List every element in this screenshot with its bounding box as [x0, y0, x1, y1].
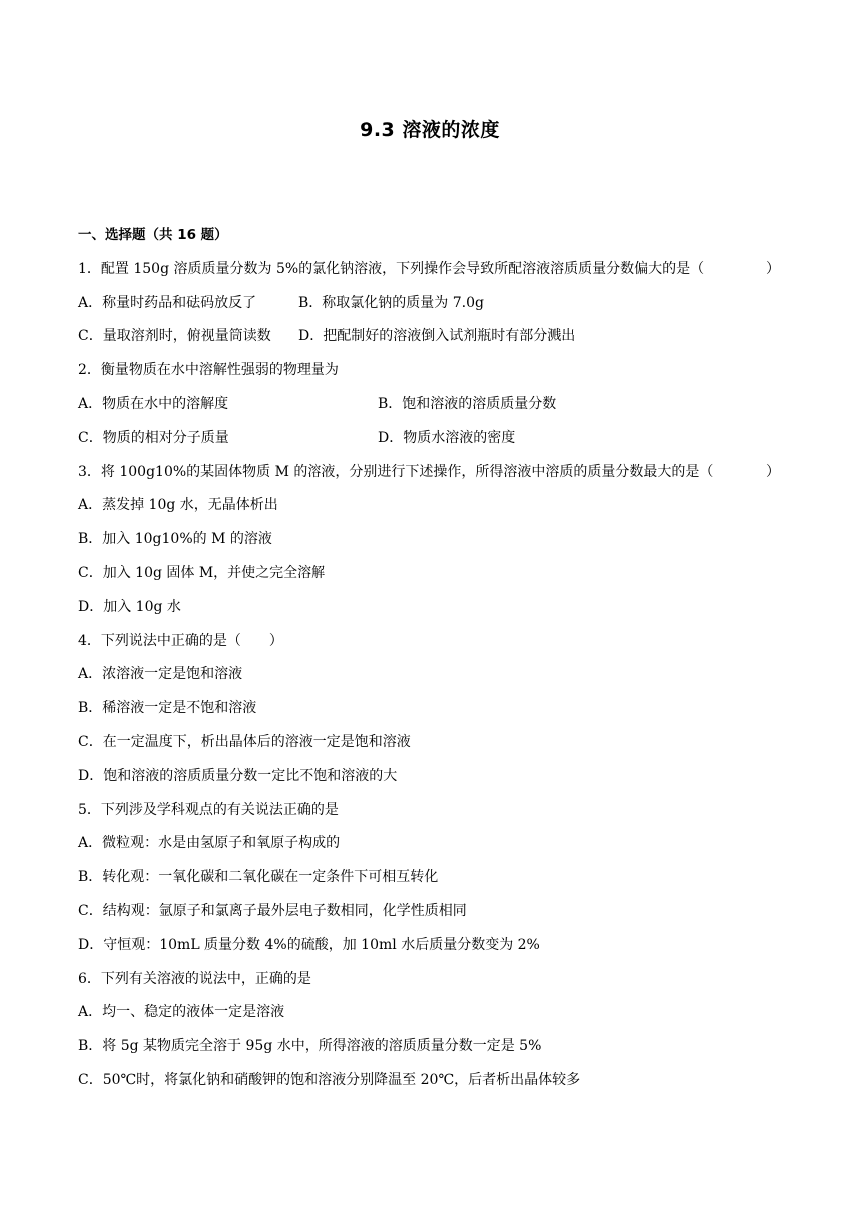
question-3-option-a: A．蒸发掉 10g 水，无晶体析出: [78, 497, 278, 514]
section-heading: 一、选择题（共 16 题）: [78, 227, 228, 243]
question-4-option-d: D．饱和溶液的溶质质量分数一定比不饱和溶液的大: [78, 767, 398, 784]
question-1-option-a: A．称量时药品和砝码放反了: [78, 294, 257, 311]
question-5-stem: 5．下列涉及学科观点的有关说法正确的是: [78, 801, 339, 818]
question-3: [78, 461, 788, 495]
question-3-stem: 3．将 100g10%的某固体物质 M 的溶液，分别进行下述操作，所得溶液中溶质的质量分数最大的是（: [78, 463, 714, 480]
question-5-option-b: B．转化观：一氧化碳和二氧化碳在一定条件下可相互转化: [78, 869, 439, 886]
question-3-option-b: B．加入 10g10%的 M 的溶液: [78, 531, 272, 548]
question-2-option-c: C．物质的相对分子质量: [78, 429, 229, 446]
question-2-options-row-2: [78, 427, 788, 461]
question-6-option-a: A．均一、稳定的液体一定是溶液: [78, 1004, 285, 1021]
question-6-option-c: C．50℃时，将氯化钠和硝酸钾的饱和溶液分别降温至 20℃，后者析出晶体较多: [78, 1071, 581, 1088]
question-1-option-c: C．量取溶剂时，俯视量筒读数: [78, 328, 271, 345]
question-4-option-b: B．稀溶液一定是不饱和溶液: [78, 700, 257, 717]
question-5-option-a: A．微粒观：水是由氢原子和氧原子构成的: [78, 835, 341, 852]
document-body: [78, 224, 788, 1103]
question-2-option-d: D．物质水溶液的密度: [378, 429, 516, 446]
question-3-option-d: D．加入 10g 水: [78, 598, 181, 615]
question-1-stem: 1．配置 150g 溶质质量分数为 5%的氯化钠溶液，下列操作会导致所配溶液溶质质量分数偏大的是（: [78, 260, 705, 277]
question-6-stem: 6．下列有关溶液的说法中，正确的是: [78, 970, 311, 987]
question-1-option-b: B．称取氯化钠的质量为 7.0g: [298, 294, 484, 311]
question-4-stem: 4．下列说法中正确的是（ ）: [78, 632, 283, 649]
question-1-options-row-1: [78, 292, 788, 326]
question-6-option-b: B．将 5g 某物质完全溶于 95g 水中，所得溶液的溶质质量分数一定是 5%: [78, 1038, 542, 1055]
question-5-option-d: D．守恒观：10mL 质量分数 4%的硫酸，加 10ml 水后质量分数变为 2%: [78, 936, 540, 953]
question-3-stem-end: ）: [766, 463, 780, 480]
question-1-stem-end: ）: [766, 260, 780, 277]
page-title: 9.3 溶液的浓度: [360, 119, 500, 141]
question-5-option-c: C．结构观：氩原子和氯离子最外层电子数相同，化学性质相同: [78, 902, 467, 919]
question-2-option-a: A．物质在水中的溶解度: [78, 395, 229, 412]
question-2-option-b: B．饱和溶液的溶质质量分数: [378, 395, 557, 412]
question-1-options-row-2: [78, 325, 788, 359]
question-1: [78, 258, 788, 292]
question-3-option-c: C．加入 10g 固体 M，并使之完全溶解: [78, 564, 326, 581]
question-2-stem: 2．衡量物质在水中溶解性强弱的物理量为: [78, 362, 339, 379]
question-1-option-d: D．把配制好的溶液倒入试剂瓶时有部分溅出: [298, 328, 576, 345]
question-2-options-row-1: [78, 393, 788, 427]
question-4-option-a: A．浓溶液一定是饱和溶液: [78, 666, 243, 683]
question-4-option-c: C．在一定温度下，析出晶体后的溶液一定是饱和溶液: [78, 733, 411, 750]
